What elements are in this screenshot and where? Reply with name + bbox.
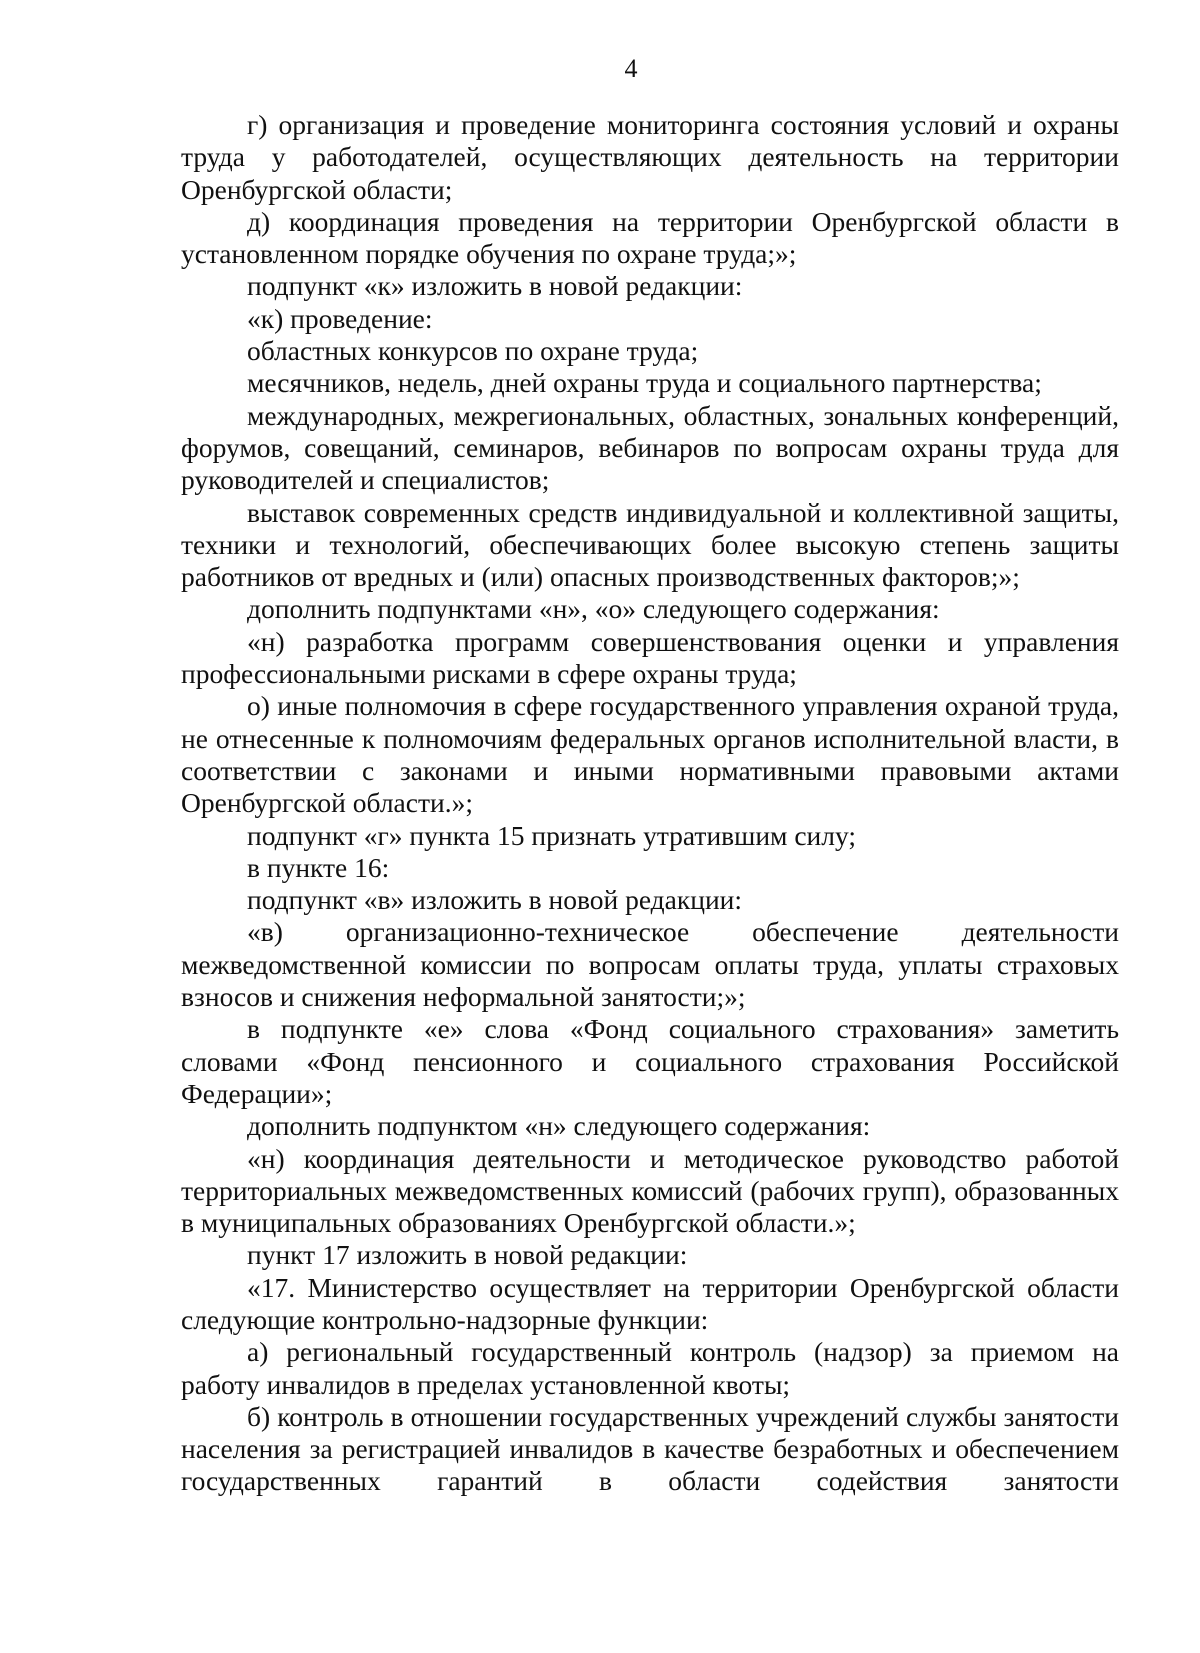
paragraph-d-training-coordination: д) координация проведения на территории Оренбургской области в установленном порядке обучения по охране труда;»; (181, 205, 1119, 270)
paragraph-n-coordination: «н) координация деятельности и методическое руководство работой территориальных межведомственных комиссий (рабочих групп), образованных в муниципальных образованиях Оренбургской области.»; (181, 1142, 1119, 1239)
paragraph-b-employment-control: б) контроль в отношении государственных учреждений службы занятости населения за регистрацией инвалидов в качестве безработных и обеспечением государственных гарантий в области содействия занятости (181, 1400, 1119, 1497)
paragraph-subitem-v-amendment: подпункт «в» изложить в новой редакции: (247, 884, 743, 916)
paragraph-v-commission-support: «в) организационно-техническое обеспечение деятельности межведомственной комиссии по вопросам оплаты труда, уплаты страховых взносов и снижения неформальной занятости;»; (181, 916, 1119, 1013)
paragraph-subitem-g-void: подпункт «г» пункта 15 признать утратившим силу; (247, 819, 856, 851)
paragraph-item-17-amendment: пункт 17 изложить в новой редакции: (247, 1239, 688, 1271)
paragraph-add-subitems-n-o: дополнить подпунктами «н», «о» следующего содержания: (247, 593, 940, 625)
paragraph-17-control-functions: «17. Министерство осуществляет на территории Оренбургской области следующие контрольно-надзорные функции: (181, 1271, 1119, 1335)
paragraph-a-quota-control: а) региональный государственный контроль (надзор) за приемом на работу инвалидов в пределах установленной квоты; (181, 1336, 1119, 1400)
paragraph-g-monitoring: г) организация и проведение мониторинга состояния условий и охраны труда у работодателей, осуществляющих деятельность на территории Оренбургской области; (181, 109, 1119, 205)
paragraph-in-item-16: в пункте 16: (247, 851, 390, 883)
paragraph-conferences: международных, межрегиональных, областных, зональных конференций, форумов, совещаний, семинаров, вебинаров по вопросам охраны труда для руководителей и специалистов; (181, 399, 1119, 496)
page-number: 4 (624, 54, 638, 83)
paragraph-subitem-e-replace: в подпункте «е» слова «Фонд социального страхования» заметить словами «Фонд пенсионного и социального страхования Российской Федерации»; (181, 1013, 1119, 1109)
paragraph-regional-contests: областных конкурсов по охране труда; (247, 335, 699, 367)
paragraph-subitem-k-amendment: подпункт «к» изложить в новой редакции: (247, 270, 743, 302)
paragraph-n-risk-programs: «н) разработка программ совершенствования оценки и управления профессиональными рисками в сфере охраны труда; (181, 625, 1119, 690)
document-body (181, 109, 1119, 1498)
paragraph-add-subitem-n: дополнить подпунктом «н» следующего содержания: (247, 1110, 871, 1142)
paragraph-k-conducting: «к) проведение: (247, 302, 433, 334)
paragraph-months-weeks-days: месячников, недель, дней охраны труда и социального партнерства; (247, 367, 1042, 399)
paragraph-exhibitions: выставок современных средств индивидуальной и коллективной защиты, техники и технологий, обеспечивающих более высокую степень защиты работников от вредных и (или) опасных производственных факторов;»; (181, 496, 1119, 593)
paragraph-o-other-powers: о) иные полномочия в сфере государственного управления охраной труда, не отнесенные к полномочиям федеральных органов исполнительной власти, в соответствии с законами и иными нормативными правовыми актами Оренбургской области.»; (181, 690, 1119, 819)
